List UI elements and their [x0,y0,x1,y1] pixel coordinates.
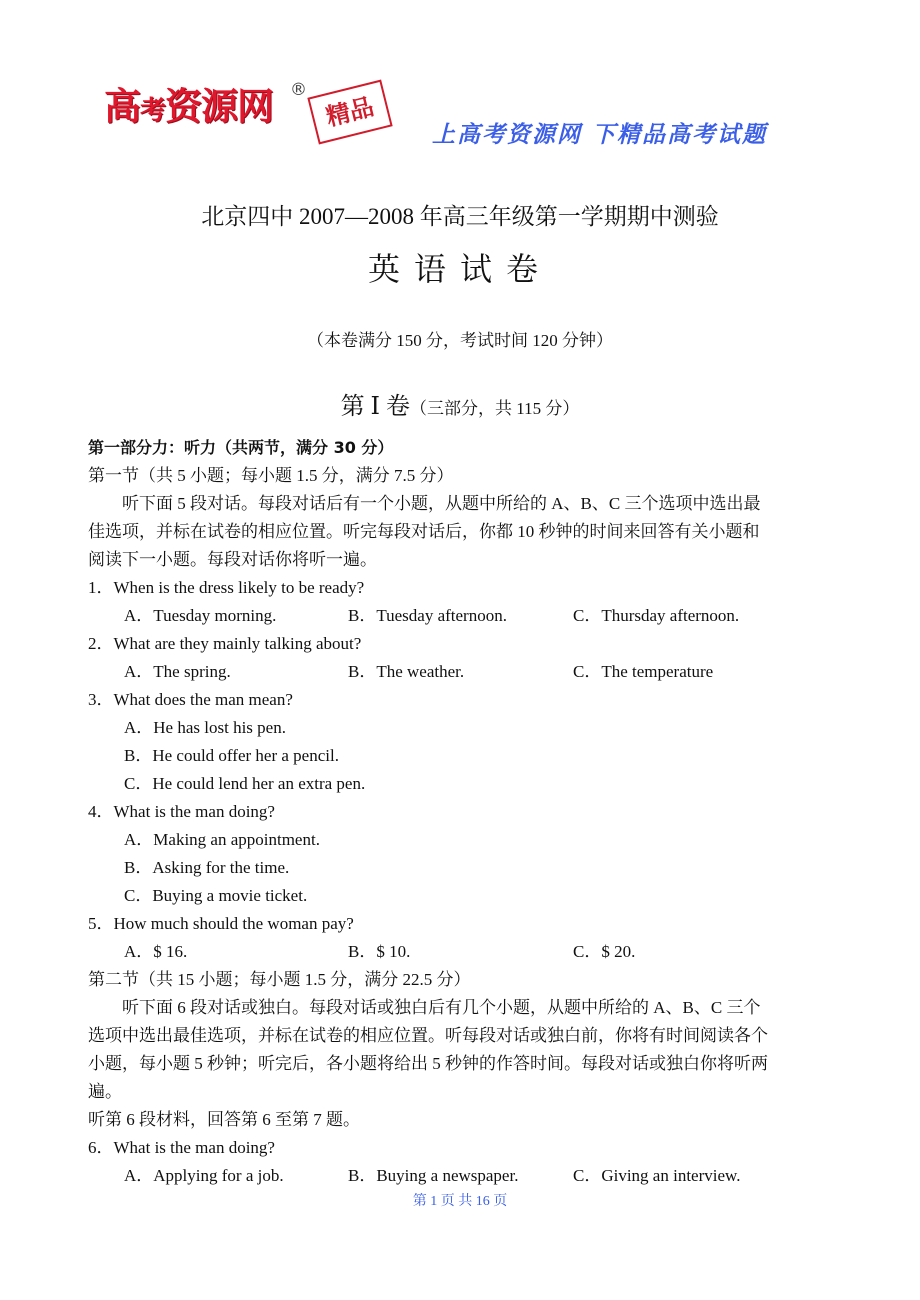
question-text: How much should the woman pay? [113,914,354,933]
option-b: B．He could offer her a pencil. [124,746,339,765]
instruction-line: 佳选项，并标在试卷的相应位置。听完每段对话后，你都 10 秒钟的时间来回答有关小题和 [88,522,760,541]
question-4 [88,798,275,826]
instruction-line: 选项中选出最佳选项，并标在试卷的相应位置。听每段对话或独白前，你将有时间阅读各个 [88,1026,768,1045]
option-b: B．The weather. [348,662,465,681]
option-b: B．Tuesday afternoon. [348,606,507,625]
instruction-line: 听下面 5 段对话。每段对话后有一个小题，从题中所给的 A、B、C 三个选项中选出最 [122,494,761,513]
question-text: When is the dress likely to be ready? [113,578,365,597]
option-a: A．Making an appointment. [124,830,320,849]
volume-note: （三部分，共 115 分） [410,399,580,418]
question-number: 5． [88,914,114,933]
option-b: B．Asking for the time. [124,858,290,877]
question-2 [88,630,361,658]
instruction-line: 遍。 [88,1082,122,1101]
option-a: A．He has lost his pen. [124,718,286,737]
option-a: A．$ 16. [124,942,188,961]
instruction-line: 阅读下一小题。每段对话你将听一遍。 [88,550,377,569]
question-1 [88,574,364,602]
option-c: C．The temperature [573,662,714,681]
instruction-line: 小题，每小题 5 秒钟；听完后，各小题将给出 5 秒钟的作答时间。每段对话或独白你将听两 [88,1054,768,1073]
material-note: 听第 6 段材料，回答第 6 至第 7 题。 [88,1110,360,1129]
option-c: C．Thursday afternoon. [573,606,740,625]
exam-meta: （本卷满分 150 分，考试时间 120 分钟） [307,331,613,350]
question-5 [88,910,354,938]
registered-mark-icon: ® [290,80,307,100]
instruction-line: 听下面 6 段对话或独白。每段对话或独白后有几个小题，从题中所给的 A、B、C 三个 [122,998,761,1017]
option-c: C．Giving an interview. [573,1166,741,1185]
quality-stamp: 精品 [307,80,392,145]
question-text: What does the man mean? [113,690,293,709]
option-b: B．Buying a newspaper. [348,1166,519,1185]
question-number: 3． [88,690,114,709]
logo-char-1: 高 [104,85,140,128]
option-c: C．Buying a movie ticket. [124,886,308,905]
volume-label: 第 Ⅰ 卷 [340,394,411,420]
logo-char-rest: 资源网 [165,85,274,128]
option-a: A．Applying for a job. [124,1166,284,1185]
option-c: C．He could lend her an extra pen. [124,774,366,793]
question-text: What is the man doing? [113,1138,275,1157]
exam-title: 北京四中 2007—2008 年高三年级第一学期期中测验 [201,204,719,229]
option-a: A．Tuesday morning. [124,606,277,625]
question-number: 6． [88,1138,114,1157]
question-number: 2． [88,634,114,653]
subject-title: 英语试卷 [367,251,552,287]
site-slogan: 上高考资源网 下精品高考试题 [432,122,768,148]
page-number: 第 1 页 共 16 页 [412,1194,508,1209]
site-logo [104,76,273,130]
logo-char-2: 考 [140,96,166,126]
option-b: B．$ 10. [348,942,411,961]
volume-heading [0,386,920,421]
question-number: 4． [88,802,114,821]
part-heading: 第一部分力：听力（共两节，满分 30 分） [88,438,394,457]
question-text: What is the man doing? [113,802,275,821]
section-heading: 第二节（共 15 小题；每小题 1.5 分，满分 22.5 分） [88,970,471,989]
question-number: 1． [88,578,114,597]
question-6 [88,1134,275,1162]
option-c: C．$ 20. [573,942,636,961]
question-text: What are they mainly talking about? [113,634,362,653]
option-a: A．The spring. [124,662,231,681]
question-3 [88,686,293,714]
section-heading: 第一节（共 5 小题；每小题 1.5 分，满分 7.5 分） [88,466,454,485]
